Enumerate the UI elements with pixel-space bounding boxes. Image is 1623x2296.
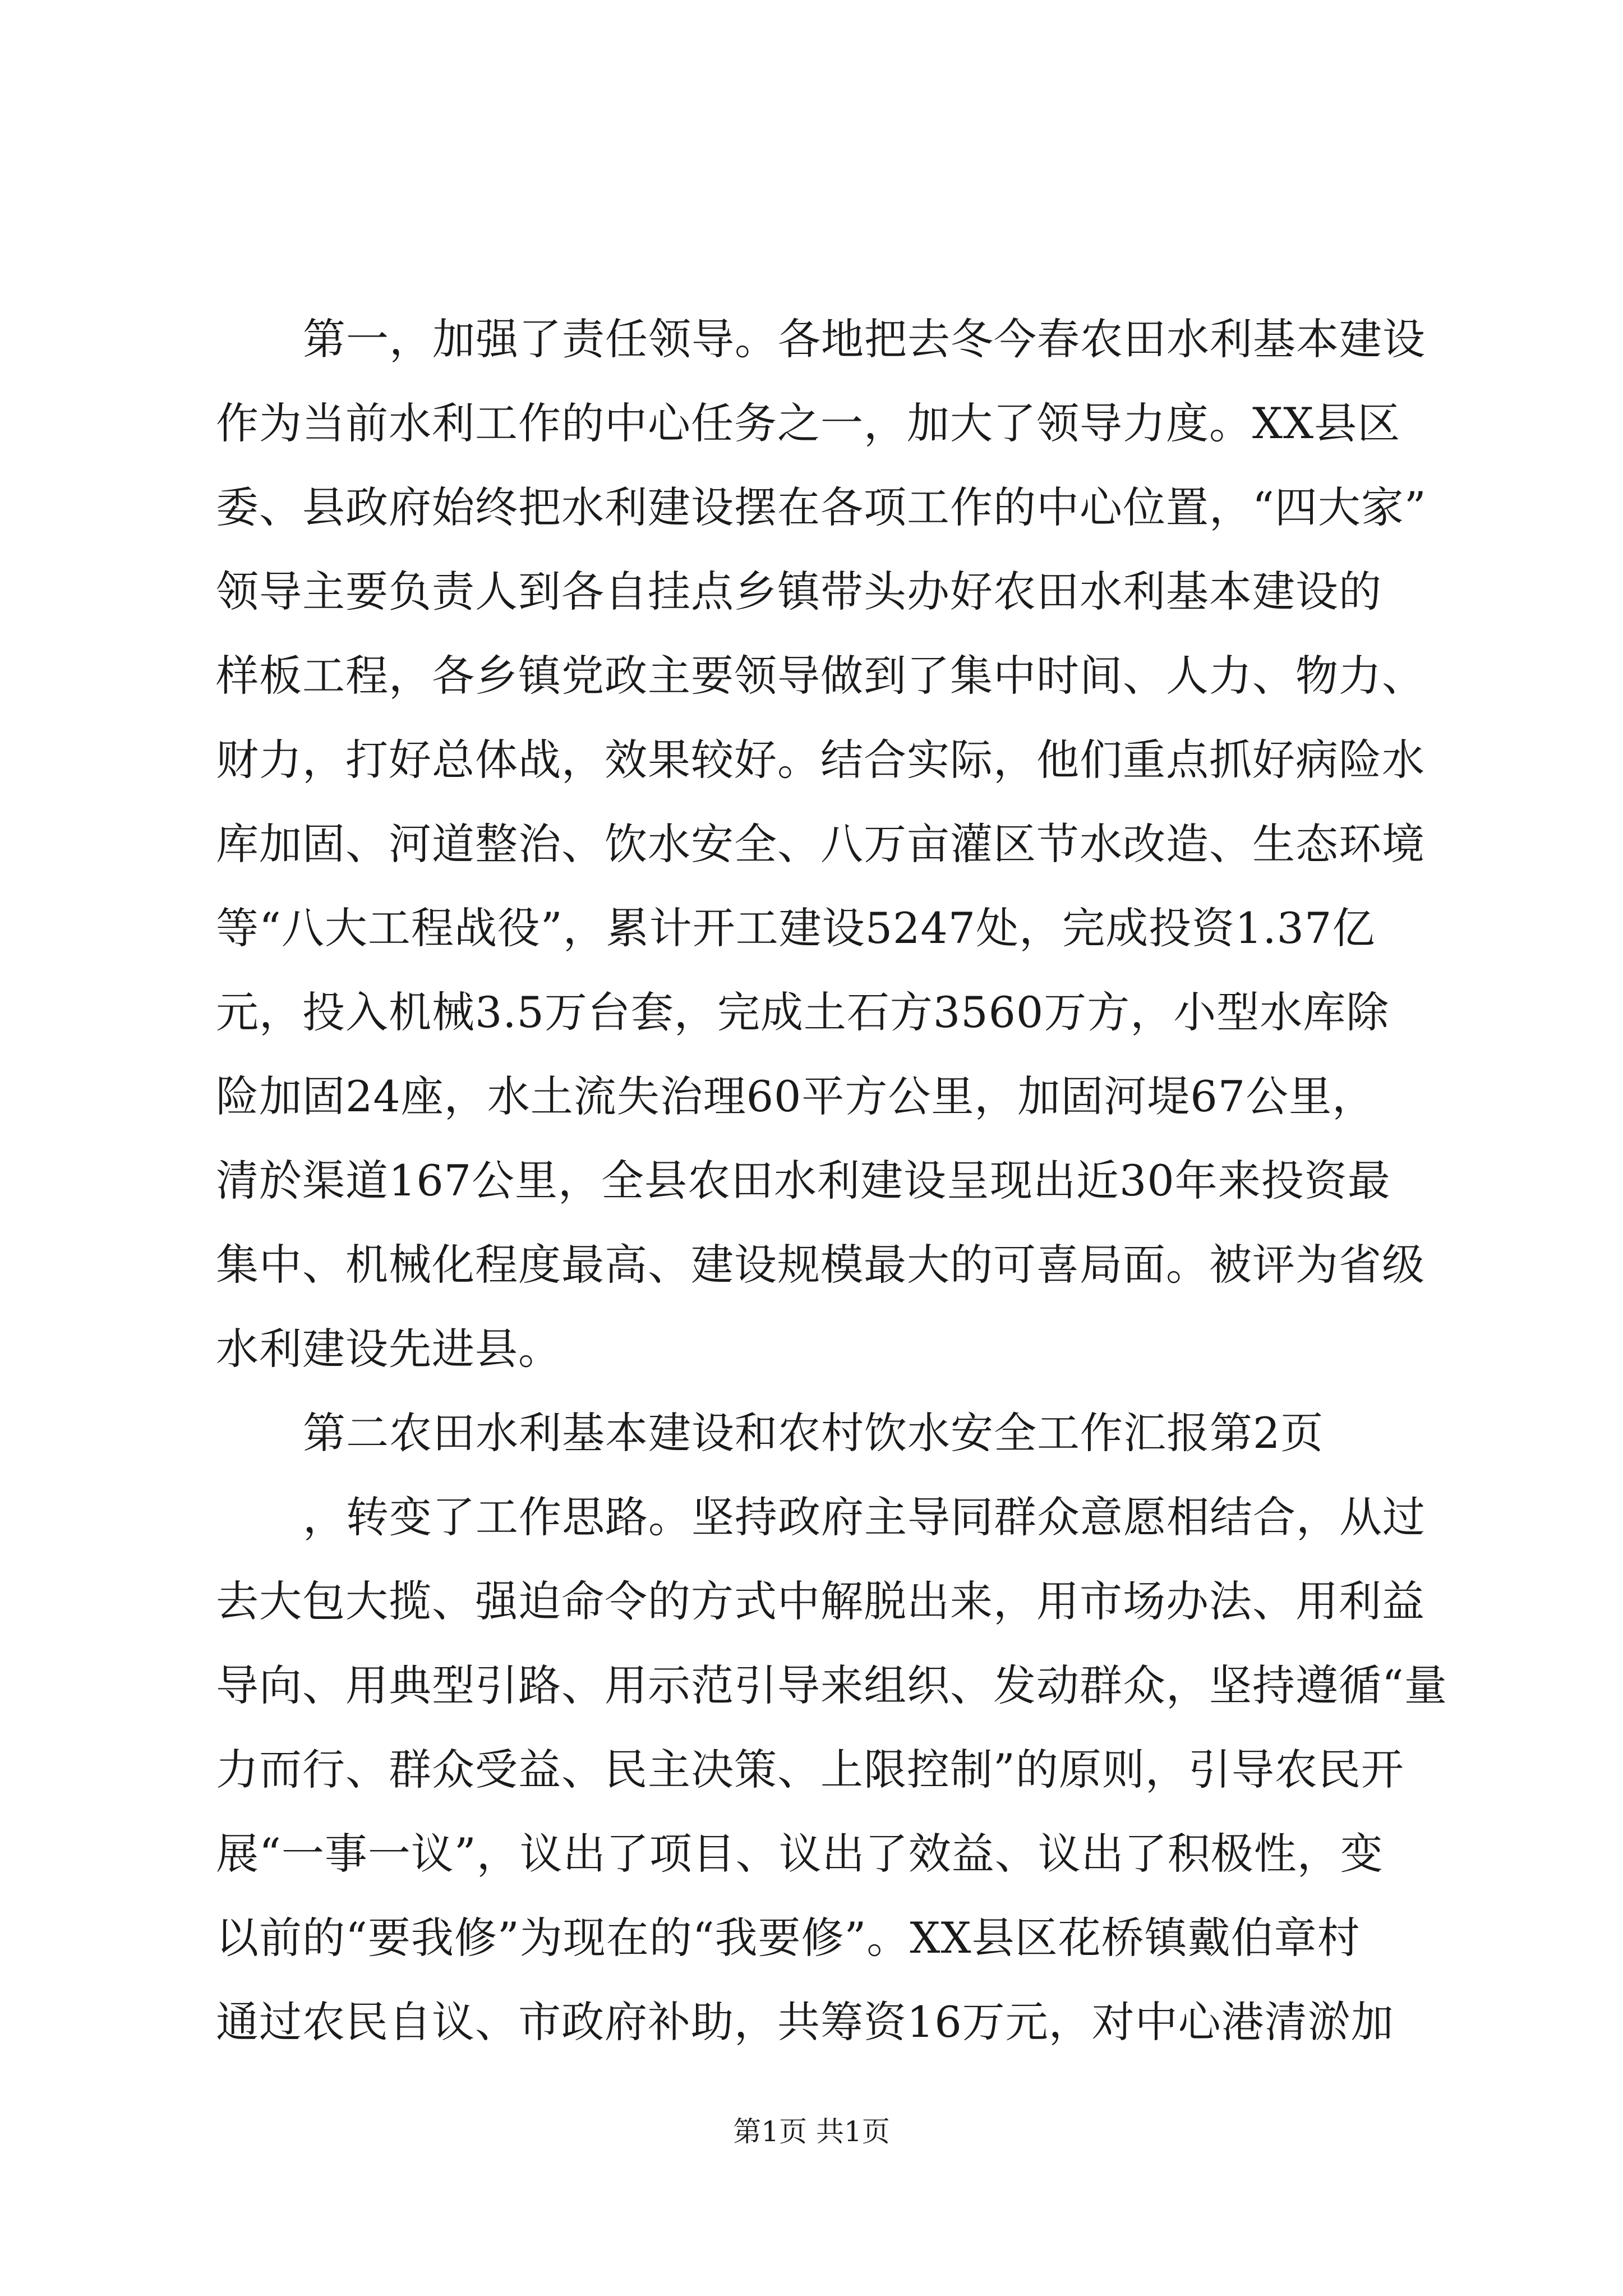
text-line: 以前的“要我修”为现在的“我要修”。XX县区花桥镇戴伯章村 <box>216 1913 1361 1963</box>
text-line: 第二农田水利基本建设和农村饮水安全工作汇报第2页 <box>303 1408 1324 1458</box>
text-line: 险加固24座，水土流失治理60平方公里，加固河堤67公里， <box>216 1071 1376 1121</box>
text-line: 集中、机械化程度最高、建设规模最大的可喜局面。被评为省级 <box>216 1240 1425 1290</box>
text-line: 通过农民自议、市政府补助，共筹资16万元，对中心港清淤加 <box>216 1997 1394 2047</box>
text-line: 水利建设先进县。 <box>216 1324 561 1374</box>
text-line: 样板工程，各乡镇党政主要领导做到了集中时间、人力、物力、 <box>216 651 1425 701</box>
text-line: 委、县政府始终把水利建设摆在各项工作的中心位置，“四大家” <box>216 482 1427 532</box>
text-line: 展“一事一议”，议出了项目、议出了效益、议出了积极性，变 <box>216 1829 1384 1879</box>
text-line: 去大包大揽、强迫命令的方式中解脱出来，用市场办法、用利益 <box>216 1576 1425 1626</box>
text-line: 库加固、河道整治、饮水安全、八万亩灌区节水改造、生态环境 <box>216 819 1425 869</box>
text-line: ，转变了工作思路。坚持政府主导同群众意愿相结合，从过 <box>303 1492 1426 1542</box>
text-line: 领导主要负责人到各自挂点乡镇带头办好农田水利基本建设的 <box>216 567 1382 616</box>
text-line: 导向、用典型引路、用示范引导来组织、发动群众，坚持遵循“量 <box>216 1660 1447 1710</box>
text-line: 第一，加强了责任领导。各地把去冬今春农田水利基本建设 <box>303 314 1426 364</box>
text-line: 等“八大工程战役”，累计开工建设5247处，完成投资1.37亿 <box>216 903 1376 953</box>
text-line: 清於渠道167公里，全县农田水利建设呈现出近30年来投资最 <box>216 1156 1391 1205</box>
text-line: 力而行、群众受益、民主决策、上限控制”的原则，引导农民开 <box>216 1745 1404 1795</box>
text-line: 财力，打好总体战，效果较好。结合实际，他们重点抓好病险水 <box>216 735 1425 785</box>
text-line: 元，投入机械3.5万台套，完成土石方3560万方，小型水库除 <box>216 987 1390 1037</box>
page-footer: 第1页 共1页 <box>733 2115 890 2148</box>
text-line: 作为当前水利工作的中心任务之一，加大了领导力度。XX县区 <box>216 398 1401 448</box>
